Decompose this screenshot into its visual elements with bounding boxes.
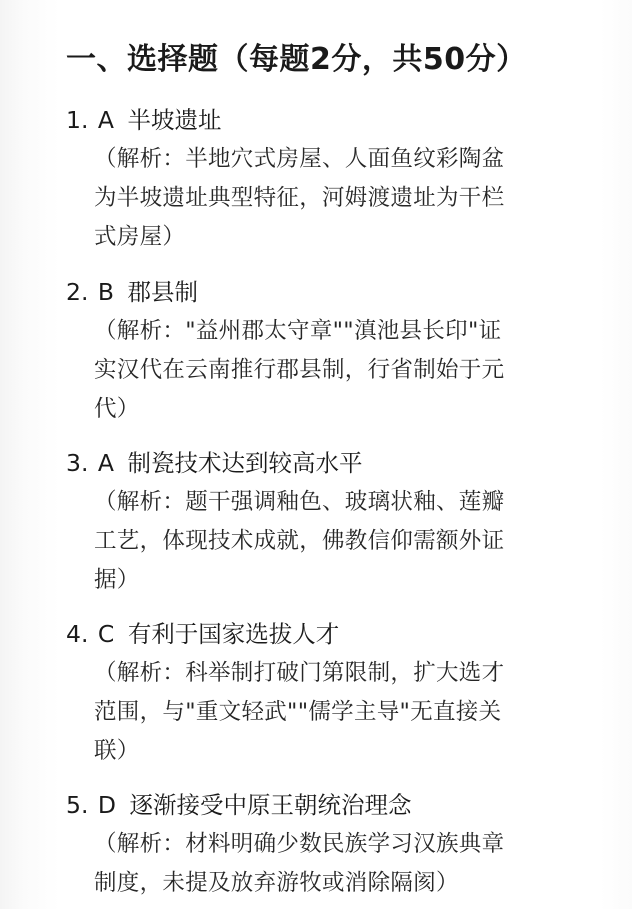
explanation-line: 联） <box>94 738 140 764</box>
explanation <box>66 312 576 429</box>
answer-text: 有利于国家选拔人才 <box>127 620 340 648</box>
explanation-line: 工艺，体现技术成就，佛教信仰需额外证 <box>94 528 505 554</box>
explanation-line: （解析：题干强调釉色、玻璃状釉、莲瓣 <box>94 489 505 515</box>
question-heading <box>66 443 576 483</box>
section-title: 一、选择题（每题2分，共50分） <box>66 42 527 77</box>
question-heading <box>66 785 576 825</box>
question-item <box>66 614 576 771</box>
explanation-line: 制度，未提及放弃游牧或消除隔阂） <box>94 870 459 896</box>
answer-text: 半坡遗址 <box>127 106 222 134</box>
question-heading <box>66 272 576 312</box>
answer-text: 制瓷技术达到较高水平 <box>127 449 363 477</box>
explanation-line: 据） <box>94 567 140 593</box>
question-item <box>66 443 576 600</box>
explanation-line: （解析：材料明确少数民族学习汉族典章 <box>94 831 505 857</box>
question-item <box>66 100 576 257</box>
explanation-line: （解析：半地穴式房屋、人面鱼纹彩陶盆 <box>94 146 505 172</box>
answer-letter: B <box>97 278 115 306</box>
answer-text: 郡县制 <box>127 278 199 306</box>
explanation <box>66 140 576 257</box>
explanation-line: 范围，与"重文轻武""儒学主导"无直接关 <box>94 699 502 725</box>
question-number: 5. <box>66 791 89 819</box>
explanation-line: （解析：科举制打破门第限制，扩大选才 <box>94 660 505 686</box>
explanation <box>66 654 576 771</box>
explanation-line: 代） <box>94 396 140 422</box>
question-item <box>66 785 576 903</box>
answer-letter: C <box>97 620 115 648</box>
explanation-line: （解析："益州郡太守章""滇池县长印"证 <box>94 318 502 344</box>
explanation-line: 实汉代在云南推行郡县制，行省制始于元 <box>94 357 505 383</box>
question-number: 3. <box>66 449 89 477</box>
explanation <box>66 825 576 903</box>
explanation-line: 式房屋） <box>94 224 186 250</box>
question-number: 4. <box>66 620 89 648</box>
answer-letter: A <box>97 449 114 477</box>
question-item <box>66 272 576 429</box>
answer-letter: D <box>97 791 117 819</box>
explanation-line: 为半坡遗址典型特征，河姆渡遗址为干栏 <box>94 185 505 211</box>
question-number: 1. <box>66 106 89 134</box>
answer-text: 逐渐接受中原王朝统治理念 <box>129 791 412 819</box>
explanation <box>66 483 576 600</box>
answer-letter: A <box>97 106 114 134</box>
question-number: 2. <box>66 278 89 306</box>
question-heading <box>66 614 576 654</box>
question-heading <box>66 100 576 140</box>
